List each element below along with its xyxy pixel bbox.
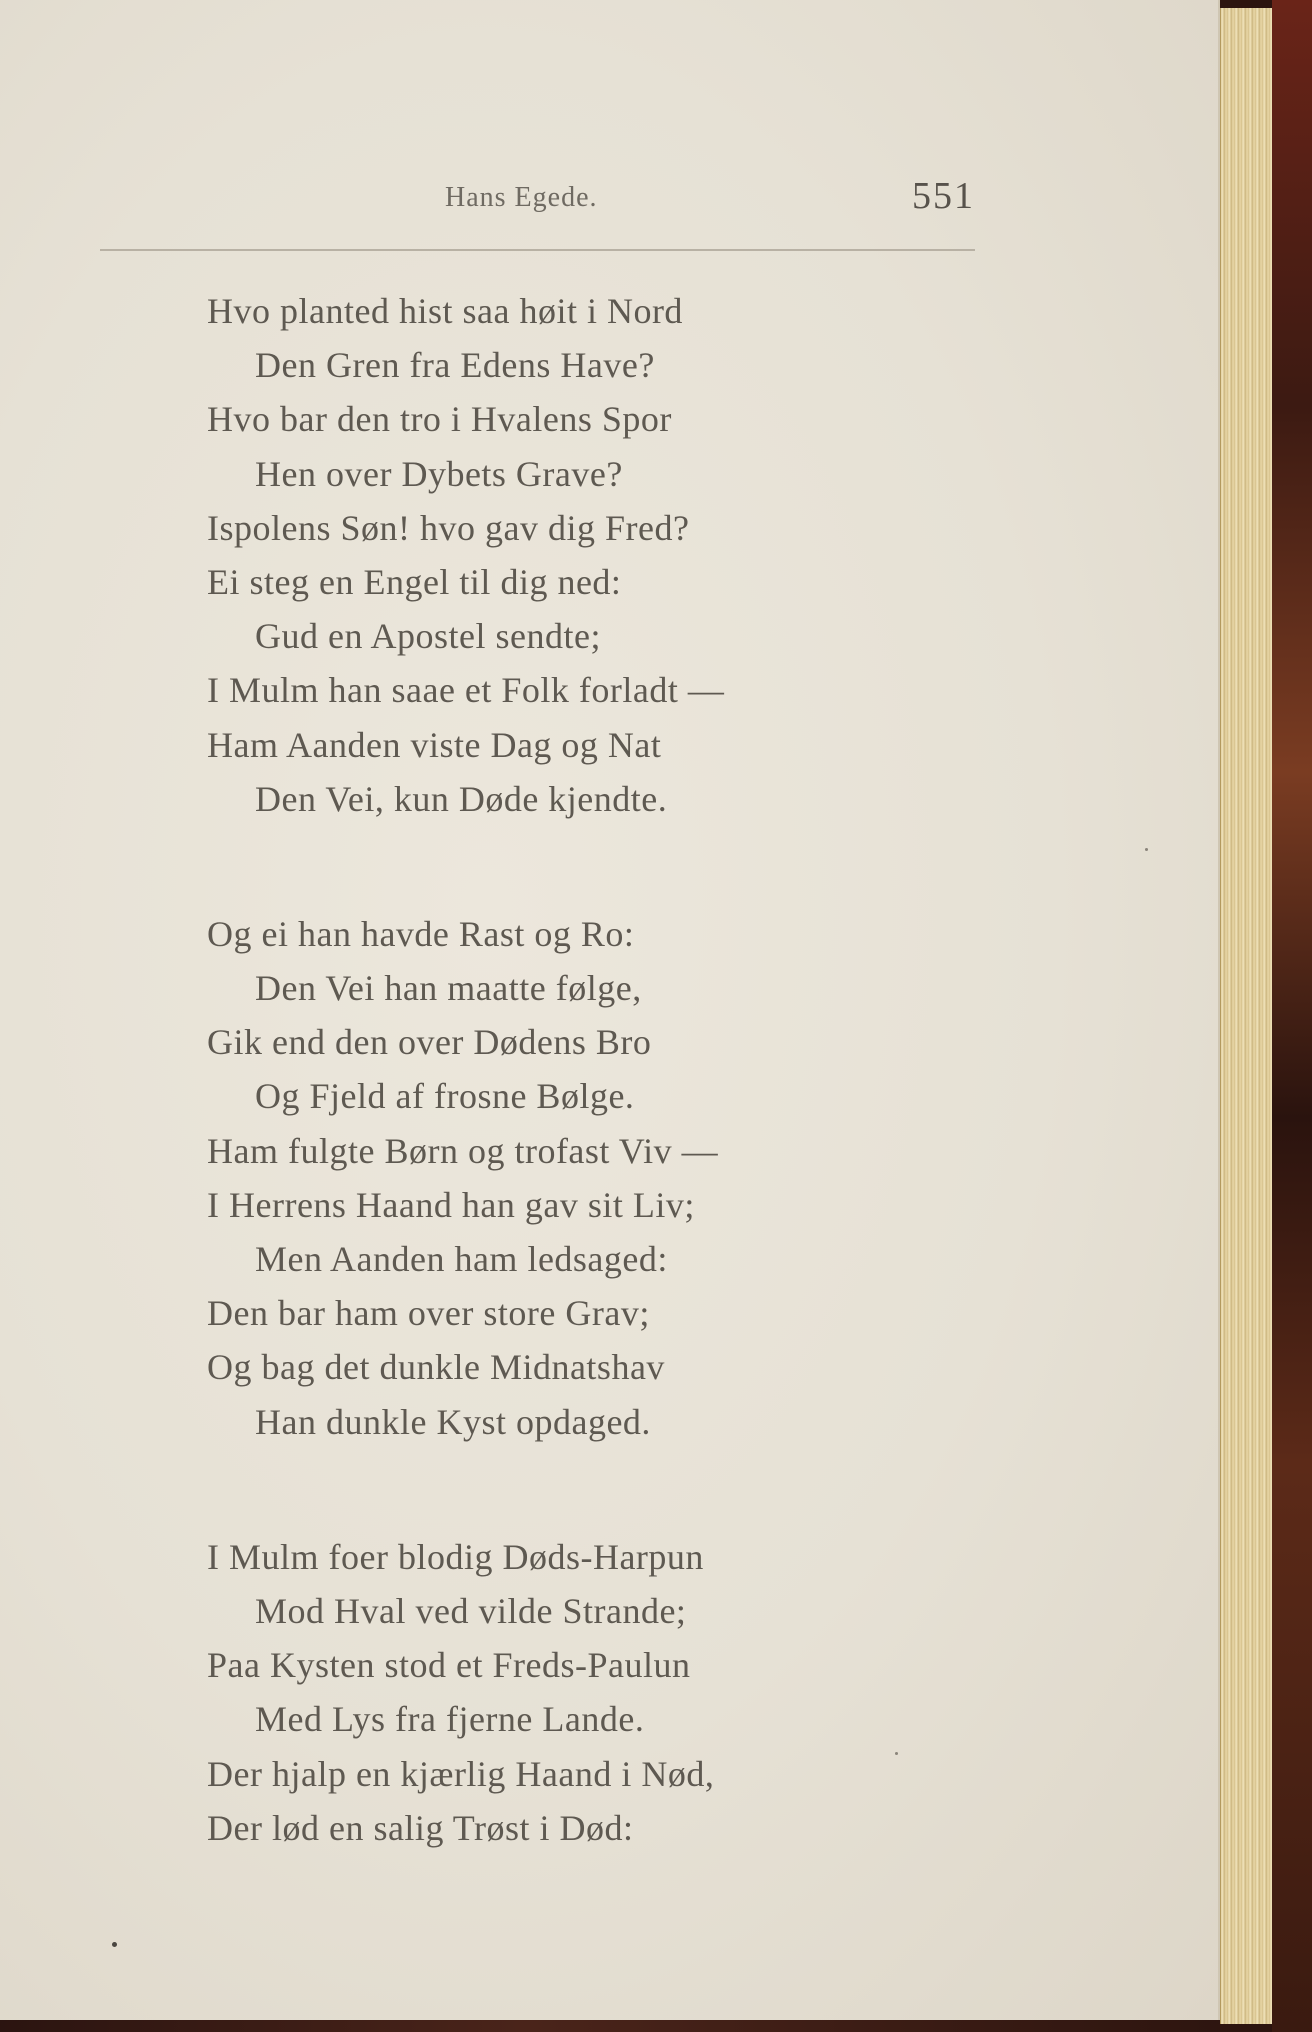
verse-line: Ham Aanden viste Dag og Nat — [207, 724, 662, 765]
verse-line: Og ei han havde Rast og Ro: — [207, 913, 635, 954]
verse-line: Der lød en salig Trøst i Død: — [207, 1807, 634, 1848]
verse-line: Med Lys fra fjerne Lande. — [255, 1699, 645, 1740]
verse-line: Paa Kysten stod et Freds-Paulun — [207, 1645, 691, 1686]
page-header — [100, 172, 975, 252]
verse-line: Hen over Dybets Grave? — [255, 453, 623, 494]
verse-line: I Mulm han saae et Folk forladt — — [207, 670, 725, 711]
verse-line: Hvo bar den tro i Hvalens Spor — [207, 399, 672, 440]
stanza-1 — [207, 284, 927, 826]
verse-line: Han dunkle Kyst opdaged. — [255, 1401, 651, 1442]
verse-line: Den Gren fra Edens Have? — [255, 345, 655, 386]
stanza-3 — [207, 1530, 927, 1855]
verse-line: Hvo planted hist saa høit i Nord — [207, 291, 683, 331]
verse-line: I Mulm foer blodig Døds-Harpun — [207, 1536, 704, 1577]
verse-line: Og bag det dunkle Midnatshav — [207, 1347, 665, 1388]
stanza-2 — [207, 907, 927, 1449]
verse-line: Den Vei han maatte følge, — [255, 968, 642, 1009]
verse-line: Gud en Apostel sendte; — [255, 616, 601, 657]
verse-line: Ei steg en Engel til dig ned: — [207, 561, 622, 602]
verse-line: Og Fjeld af frosne Bølge. — [255, 1076, 635, 1117]
verse-line: Men Aanden ham ledsaged: — [255, 1239, 668, 1279]
verse-line: Den bar ham over store Grav; — [207, 1293, 650, 1334]
page-number: 551 — [912, 175, 975, 217]
verse-line: Der hjalp en kjærlig Haand i Nød, — [207, 1753, 715, 1794]
verse-line: Ispolens Søn! hvo gav dig Fred? — [207, 507, 690, 548]
ink-speck — [112, 1942, 117, 1947]
verse-line: Gik end den over Dødens Bro — [207, 1022, 652, 1063]
ink-speck — [1145, 848, 1148, 851]
poem-body — [207, 284, 927, 1855]
verse-line: Den Vei, kun Døde kjendte. — [255, 778, 668, 819]
ink-speck — [895, 1752, 898, 1755]
header-rule — [100, 249, 975, 251]
verse-line: Mod Hval ved vilde Strande; — [255, 1590, 687, 1631]
verse-line: Ham fulgte Børn og trofast Viv — — [207, 1130, 719, 1171]
page-edges — [1220, 8, 1273, 2024]
book-cover-edge — [1272, 0, 1312, 2032]
verse-line: I Herrens Haand han gav sit Liv; — [207, 1184, 695, 1225]
running-title: Hans Egede. — [445, 182, 598, 213]
